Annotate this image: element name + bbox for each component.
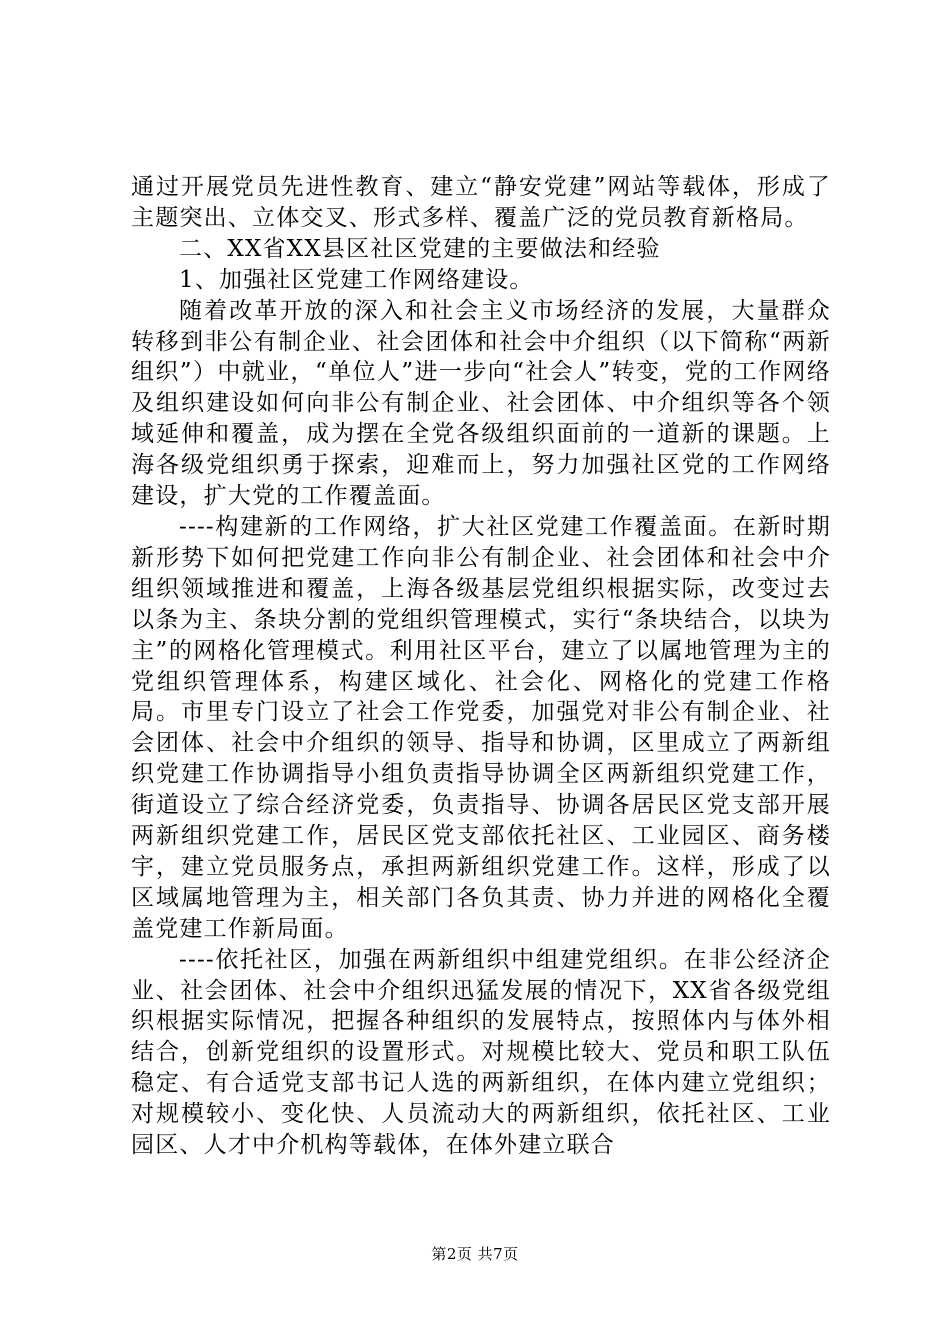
subsection-heading: 1、加强社区党建工作网络建设。 (179, 266, 534, 293)
section-heading: 二、XX省XX县区社区党建的主要做法和经验 (179, 235, 661, 262)
paragraph-intro: 随着改革开放的深入和社会主义市场经济的发展，大量群众转移到非公有制企业、社会团体和社会中介组织（以下简称“两新组织”）中就业，“单位人”进一步向“社会人”转变，党的工作网络及组织建设如何向非公有制企业、社会团体、中介组织等各个领域延伸和覆盖，成为摆在全党各级组织面前的一道新的课题。上海各级党组织勇于探索，迎难而上，努力加强社区党的工作网络建设，扩大党的工作覆盖面。 (131, 297, 831, 510)
paragraph-organization: ----依托社区，加强在两新组织中组建党组织。在非公经济企业、社会团体、社会中介组织迅猛发展的情况下，XX省各级党组织根据实际情况，把握各种组织的发展特点，按照体内与体外相结合，创新党组织的设置形式。对规模比较大、党员和职工队伍稳定、有合适党支部书记人选的两新组织，在体内建立党组织；对规模较小、变化快、人员流动大的两新组织，依托社区、工业园区、人才中介机构等载体，在体外建立联合 (131, 946, 831, 1159)
page-number-footer: 第2页 共7页 (431, 1245, 519, 1263)
paragraph-continuation: 通过开展党员先进性教育、建立“静安党建”网站等载体，形成了主题突出、立体交叉、形式多样、覆盖广泛的党员教育新格局。 (131, 174, 831, 231)
document-body (131, 172, 831, 1161)
paragraph-network: ----构建新的工作网络，扩大社区党建工作覆盖面。在新时期新形势下如何把党建工作向非公有制企业、社会团体和社会中介组织领域推进和覆盖，上海各级基层党组织根据实际，改变过去以条为主、条块分割的党组织管理模式，实行“条块结合，以块为主”的网格化管理模式。利用社区平台，建立了以属地管理为主的党组织管理体系，构建区域化、社会化、网格化的党建工作格局。市里专门设立了社会工作党委，加强党对非公有制企业、社会团体、社会中介组织的领导、指导和协调，区里成立了两新组织党建工作协调指导小组负责指导协调全区两新组织党建工作，街道设立了综合经济党委，负责指导、协调各居民区党支部开展两新组织党建工作，居民区党支部依托社区、工业园区、商务楼宇，建立党员服务点，承担两新组织党建工作。这样，形成了以区域属地管理为主，相关部门各负其责、协力并进的网格化全覆盖党建工作新局面。 (131, 513, 831, 942)
